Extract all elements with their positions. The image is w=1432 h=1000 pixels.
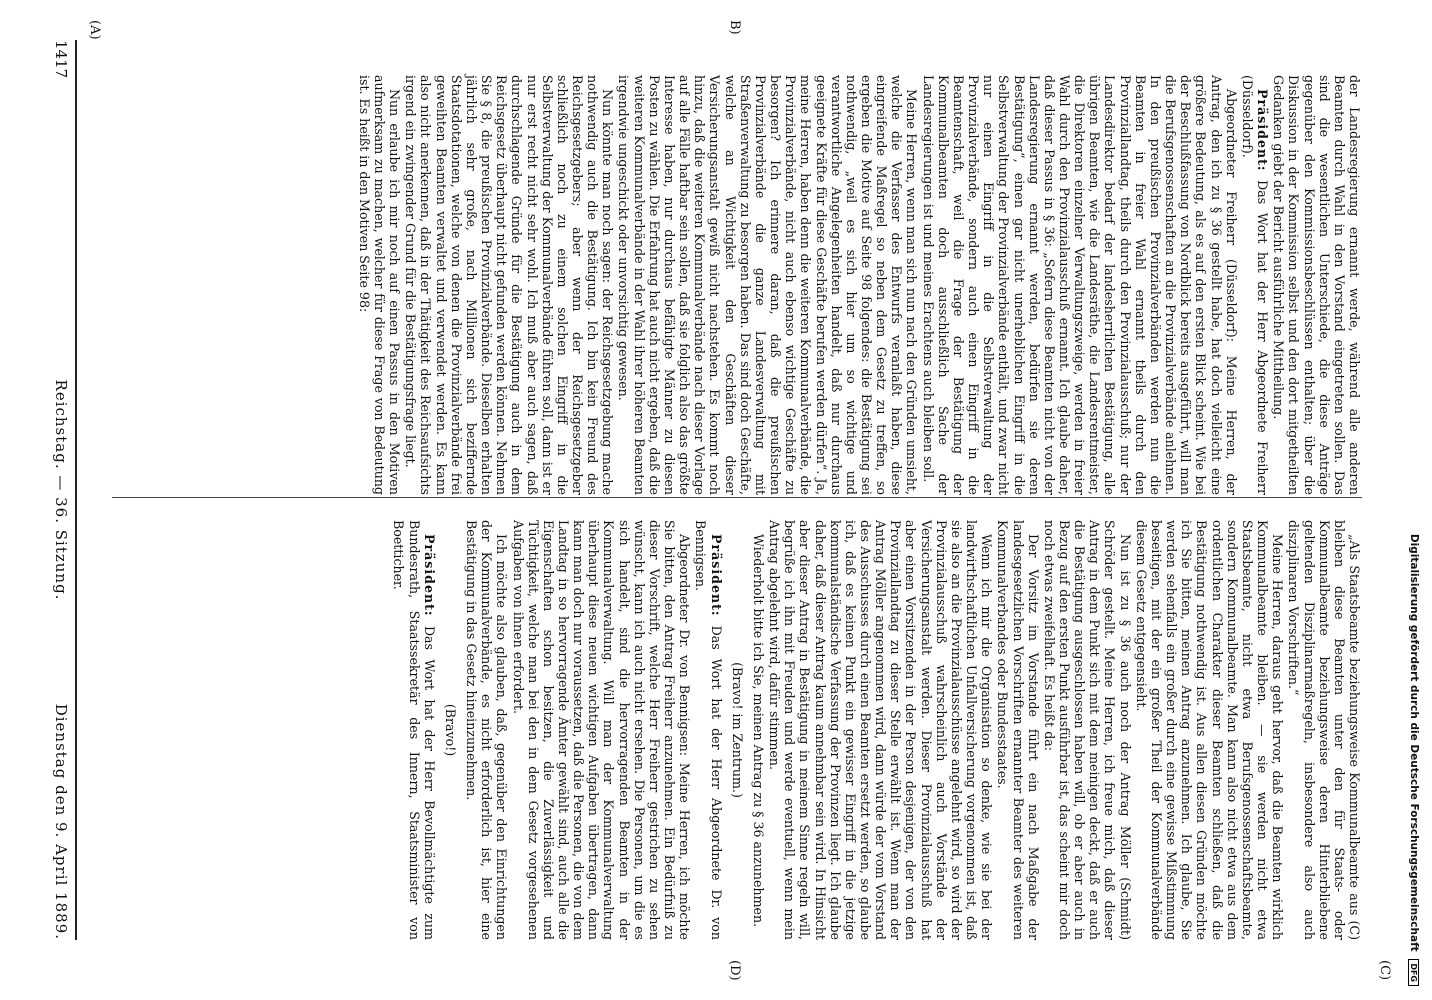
paragraph: Wenn ich mir die Organisation so denke, wie sie bei der landwirthschaftlichen Unfallversicherung vorgenommen ist, daß sie also an die Provinzialausschüsse angelehnt wird, so wird der Provinzialausschuß wahrscheinlich auch Vorstände der Versicherungsanstalt werden. Dieser Provinzialausschuß hat aber einen Vorsitzenden in der Person desjenigen, der von den Provinziallandtag zu dieser Stelle erwählt ist. Wenn man der Antrag Möller angenommen wird, dann würde der vom Vorstand des Ausschusses durch einen Beamten ersetzt werden, so glaube ich, daß es keinen Punkt ein gewisser Eingriff in die jetzige kommunalständische Verfassung der Provinzen liegt. Ich glaube daher, daß dieser Antrag kaum annehmbar sein wird. In Hinsicht aber dieser Antrag in Bestätigung in meinem Sinne regeln will, begrüße ich ihn mit Freuden und werde eventuell, wenn mein Antrag abgelehnt wird, dafür stimmen. — [767, 520, 995, 940]
margin-mark-b: B) — [727, 20, 742, 35]
interjection: (Bravo! im Zentrum.) — [729, 662, 745, 798]
paragraph: Meine Herren, wenn man sich nun nach den Gründen umsieht, welche die Verfasser des Entwurfs veranlaßt haben, diese eingreifende Maßregel so neben dem Gesetz zu treffen, so ergeben die Motive auf Seite 98 folgendes: die Bestätigung sei nothwendig, „weil es sich hier um so wichtige und verantwortliche Angelegenheiten handelt, daß nur durchaus geeignete Kräfte für diese Geschäfte berufen werden dürfen“. Ja, meine Herren, haben denn die weiteren Kommunalverbände, die Provinzialverbände, nicht auch ebenso wichtige Geschäfte zu besorgen? Ich erinnere daran, daß die preußischen Provinzialverbände die ganze Landesverwaltung mit Straßenverwaltung zu besorgen haben. Das sind doch Geschäfte, welche an Wichtigkeit den Geschäften dieser Versicherungsanstalt gewiß nicht nachstehen. Es kommt noch hinzu, daß die weiteren Kommunalverbände nach dieser Vorlage auf alle Fälle haftbar sein sollen, daß sie folglich also das größte Interesse haben, nur durchaus befähigte Männer zu diesen Posten zu wählen. Die Erfahrung hat auch nicht ergeben, daß die weiteren Kommunalverbände in der Wahl ihrer höheren Beamten irgendwie ungeschickt oder unvorsichtig gewesen. — [616, 75, 920, 495]
digitization-credit — [1400, 0, 1420, 1000]
paragraph: Nun erlaube ich mir noch auf einen Passus in den Motiven aufmerksam zu machen, welcher für diese Frage von Bedeutung ist. Es heißt in den Motiven Seite 98: — [356, 75, 403, 495]
speaker-paragraph — [693, 520, 723, 940]
speaker-name: Präsident: — [421, 534, 437, 617]
paragraph: Abgeordneter Dr. von Bennigsen: Meine Herren, ich möchte Sie bitten, den Antrag Freiherr anzunehmen. Ein Bedürfniß zu dieser Vorschrift, welche Herr Freiherr gestrichen zu sehen wünscht, kann ich auch nicht ersehen. Die Personen, um die es sich handelt, sind die hervorragenden Beamten in der Kommunalverwaltung. Will man der Kommunalverwaltung überhaupt diese neuen wichtigen Aufgaben übertragen, dann kann man doch nur voraussetzen, daß die Personen, die von dem Landtag in so hervorragende Ämter gewählt sind, auch alle die Eigenschaften schon besitzen, die Zuverlässigkeit und Tüchtigkeit, welche man bei den in dem Gesetz vorgesehenen Aufgaben von ihnen erfordert. — [510, 520, 693, 940]
speaker-paragraph — [391, 520, 436, 940]
credit-text: Digitalisierung gefördert durch die Deutsche Forschungsgemeinschaft — [1408, 533, 1420, 952]
dfg-logo: DFG — [1408, 959, 1419, 986]
paragraph: „Als Staatsbeamte beziehungsweise Kommunalbeamte aus (C) bleiben diese Beamten unter den für Staats- oder Kommunalbeamte beziehungsweise deren Hinterbliebene geltenden Disziplinarmaßregeln, insbesondere also auch disziplinaren Vorschriften.“ — [1286, 520, 1362, 940]
session-date: Dienstag den 9. April 1889. — [52, 703, 70, 940]
paragraph: der Landesregierung ernannt werde, während alle anderen Beamten durch Wahl in den Vorstand eingetreten sollen. Das sind die wesentlichen Unterschiede, die diese Anträge gegenüber den Kommissionsbeschlüssen enthalten; über die Diskussion in der Kommission selbst und den dort mitgetheilten Gedanken giebt der Bericht ausführliche Mittheilung. — [1271, 75, 1362, 495]
column-divider — [112, 497, 1362, 498]
margin-mark-c: (C) — [1377, 960, 1392, 981]
page-header — [40, 40, 70, 940]
left-column — [356, 75, 1362, 495]
paragraph: Der Vorsitz im Vorstande führt ein nach Maßgabe der landesgesetzlichen Vorschriften ernannter Beamter des weiteren Kommunalverbandes oder Bundesstaates. — [995, 520, 1041, 940]
page-number: 1417 — [52, 40, 70, 79]
speaker-paragraph — [1240, 75, 1270, 495]
right-column — [390, 520, 1362, 940]
paragraph: Meine Herren, daraus geht hervor, daß die Beamten wirklich Kommunalbeamte bleiben. — sie werden nicht etwa Staatsbeamte, nicht etwa Berufsgenossenschaftsbeamte, sondern Kommunalbeamte. Man kann also nicht etwa aus dem ordentlichen Charakter dieser Beamten schließen, daß die Bestätigung nothwendig ist. Aus allen diesen Gründen möchte ich Sie bitten, meinen Antrag anzunehmen. Ich glaube, Sie werden sehenfalls ein großer durch eine gewisse Mißstimmung beseitigen, mit der ein großer Theil der Kommunalverbände diesem Gesetz entgegensieht. — [1133, 520, 1286, 940]
margin-mark-d: (D) — [727, 960, 742, 981]
interjection: (Bravo!) — [442, 703, 458, 757]
speaker-text: Das Wort hat der Herr Abgeordnete Dr. von Bennigsen. — [693, 520, 724, 940]
paragraph: Ich möchte also glauben, daß, gegenüber den Einrichtungen der Kommunalverbände, es nicht erforderlich ist, hier eine Bestätigung in das Gesetz hineinzunehmen. — [464, 520, 510, 940]
paragraph: Abgeordneter Freiherr (Düsseldorf): Meine Herren, der Antrag, den ich zu § 36 gestellt habe, hat doch vielleicht eine größere Bedeutung, als es auf den ersten Blick scheint. Wie bei der Beschlußfassung von Nordblick bereits ausgeführt, will man die Berufsgenossenschaften an die Provinzialverbände anlehnen. In den preußischen Provinzialverbänden werden nun die Beamten in freier Wahl ernannt theils durch den Provinziallandtag, theils durch den Provinzialausschuß; nur der Landesdirektor bedarf der landesherrlichen Bestätigung, alle übrigen Beamten, wie die Landesräthe, die Landesrentmeister, die Direktoren einzelner Verwaltungszweige, werden in freier Wahl durch den Provinzialausschuß ernannt. Ich glaube daher, daß dieser Passus in § 36: „Sofern diese Beamten nicht von der Landesregierung ernannt werden, bedürfen sie deren Bestätigung“, einen gar nicht unerheblichen Eingriff in die Selbstverwaltung der Provinzialverbände enthält, und zwar nicht nur einen Eingriff in die Selbstverwaltung der Provinzialverbände, sondern auch einen Eingriff in die Beamtenschaft, weil die Frage der Bestätigung der Kommunalbeamten doch ausschließlich Sache der Landesregierungen ist und meines Erachtens auch bleiben soll. — [920, 75, 1239, 495]
speaker-name: Präsident: — [708, 534, 724, 617]
header-rule — [75, 40, 77, 940]
session-title: Reichstag. — 36. Sitzung. — [52, 379, 70, 601]
paragraph: Wiederholt bitte ich Sie, meinen Antrag zu § 36 anzunehmen. — [750, 534, 766, 928]
speaker-name: Präsident: — [1255, 89, 1271, 172]
speaker-text: Das Wort hat der Herr Bevollmächtigte zum Bundesrath, Staatssekretär des Innern, Staatsminister von Boetticher. — [391, 520, 437, 940]
paragraph: Nun könnte man noch sagen: der Reichsgesetzgebung mache nothwendig auch die Bestätigung. Ich bin kein Freund des Reichsgesetzgebers; aber wenn der Reichsgesetzgeber schließlich noch zu einem solchen Eingriff in die Selbstverwaltung der Kommunalverbände führen soll, dann ist er nur erst recht nicht sehr wohl. Ich muß aber auch sagen, daß durchschlagende Gründe für die Bestätigung auch in dem Reichsgesetz überhaupt nicht gefunden werden können. Nehmen Sie § 8, die preußischen Provinzialverbände. Dieselben erhalten jährlich sehr große, nach Millionen sich beziffernde Staatsdotationen, welche von denen die Provinzialverbände frei geweihten Beamten verwaltet und verwendet werden. Es kann also nicht anerkennen, daß in der Thätigkeit des Reichsaufsichts irgend ein zwingender Grund für die Bestätigungsfrage liegt. — [403, 75, 616, 495]
margin-mark-a: (A) — [87, 20, 102, 40]
paragraph: Nun ist zu § 36 auch noch der Antrag Möller (Schmidt) Schröder gestellt. Meine Herren, ich freue mich, daß dieser Antrag in dem Punkt sich mit dem meinigen deckt, daß er auch die Bestätigung ausgeschlossen haben will, ob er aber auch in Bezug auf den ersten Punkt ausführbar ist, das scheint mir doch noch etwas zweifelhaft. Es heißt da: — [1041, 520, 1133, 940]
speaker-text: Das Wort hat der Herr Abgeordnete Freiherr (Düsseldorf). — [1239, 75, 1271, 495]
